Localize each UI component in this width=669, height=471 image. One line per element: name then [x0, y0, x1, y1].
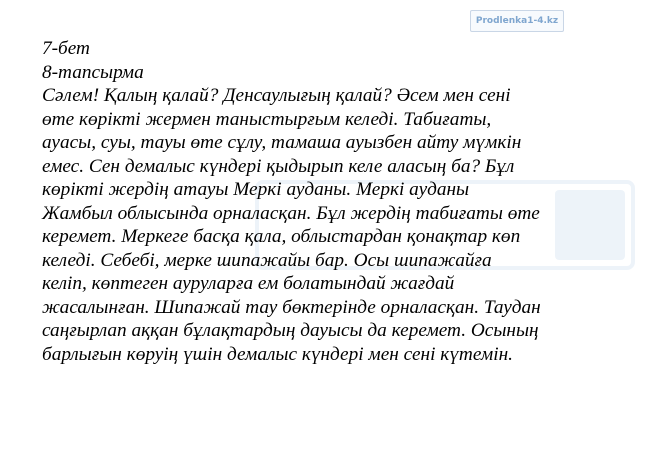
site-watermark-badge: Prodlenka1-4.kz — [470, 10, 564, 32]
text-line: емес. Сен демалыс күндері қыдырып келе аласың ба? Бұл — [42, 155, 515, 177]
text-line: жасалынған. Шипажай тау бөктерінде орналасқан. Таудан — [42, 296, 541, 318]
task-number: 8-тапсырма — [42, 61, 144, 83]
text-line: келіп, көптеген ауруларға ем болатындай жағдай — [42, 273, 455, 294]
text-line: Сәлем! Қалың қалай? Денсаулығың қалай? Әсем мен сені — [42, 85, 511, 106]
page-number: 7-бет — [42, 38, 90, 59]
text-line: керемет. Меркеге басқа қала, облыстардан қонақтар көп — [42, 226, 521, 247]
text-line: келеді. Себебі, мерке шипажайы бар. Осы шипажайға — [42, 249, 492, 271]
text-line: өте көрікті жермен таныстырғым келеді. Табиғаты, — [42, 108, 492, 130]
text-line: саңғырлап аққан бұлақтардың дауысы да керемет. Осының — [42, 320, 539, 341]
text-line: Жамбыл облысында орналасқан. Бұл жердің табиғаты өте — [42, 202, 540, 224]
text-line: ауасы, суы, тауы өте сұлу, тамаша ауызбен айту мүмкін — [42, 132, 522, 153]
text-line: барлығын көруің үшін демалыс күндері мен сені күтемін. — [42, 343, 513, 365]
text-line: көрікті жердің атауы Меркі ауданы. Меркі ауданы — [42, 179, 470, 200]
letter-text — [42, 37, 642, 366]
